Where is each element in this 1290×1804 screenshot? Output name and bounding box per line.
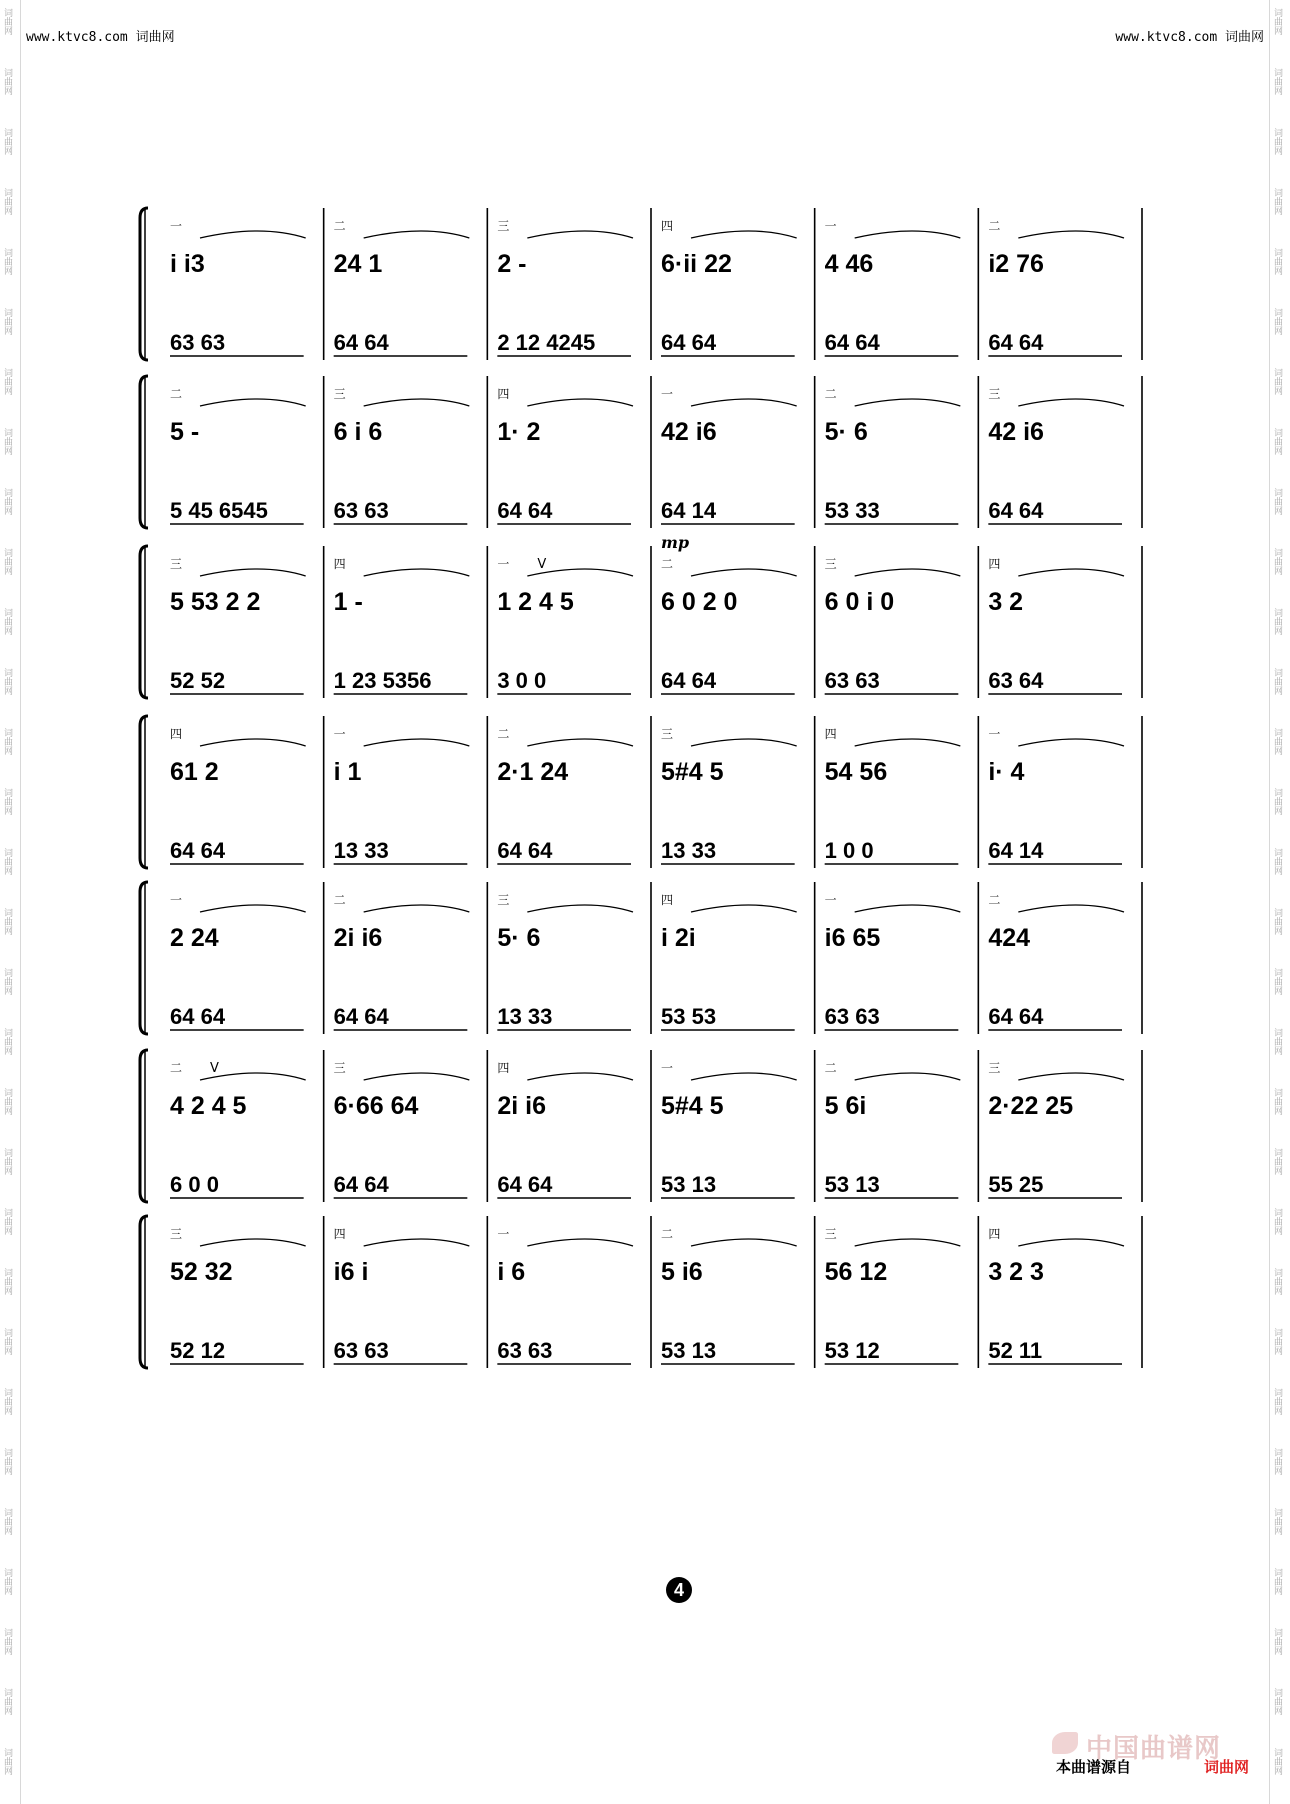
accompaniment-measure: 53 33	[824, 498, 880, 523]
fingering-mark: 三	[497, 219, 510, 233]
staff-system-svg	[142, 1042, 1148, 1212]
fingering-mark: 四	[661, 893, 674, 907]
melody-measure: 6 i 6	[333, 418, 383, 446]
system-brace	[140, 1216, 148, 1368]
side-watermark-text: 词曲网	[1273, 968, 1283, 995]
side-watermark-text: 词曲网	[3, 1208, 13, 1235]
melody-measure: 42 i6	[988, 418, 1044, 446]
up-bow-mark: V	[537, 557, 547, 572]
melody-measure: 6 0 2 0	[661, 588, 738, 616]
header-url-right: www.ktvc8.com 词曲网	[1115, 30, 1264, 45]
slur-arc	[527, 399, 633, 406]
accompaniment-measure: 64 64	[497, 838, 553, 863]
fingering-mark: 二	[170, 387, 183, 401]
slur-arc	[855, 399, 961, 406]
fingering-mark: 三	[824, 557, 837, 571]
staff-system-svg	[142, 1208, 1148, 1378]
fingering-mark: 一	[497, 1227, 510, 1241]
slur-arc	[855, 1073, 961, 1080]
left-watermark-strip	[0, 0, 21, 1804]
accompaniment-measure: 63 63	[333, 498, 389, 523]
accompaniment-measure: 1 23 5356	[333, 668, 432, 693]
fingering-mark: 二	[661, 557, 674, 571]
side-watermark-text: 词曲网	[1273, 1628, 1283, 1655]
brand-mark-icon	[1052, 1732, 1078, 1754]
staff-system	[142, 368, 1148, 538]
melody-measure: 5 i6	[661, 1258, 703, 1286]
slur-arc	[527, 1239, 633, 1246]
system-brace	[140, 1050, 148, 1202]
side-watermark-text: 词曲网	[1273, 1388, 1283, 1415]
melody-measure: 4 46	[824, 250, 874, 278]
accompaniment-measure: 64 64	[497, 1172, 553, 1197]
melody-measure: 4 2 4 5	[170, 1092, 247, 1120]
footer-source-label: 本曲谱源自	[1056, 1759, 1132, 1776]
slur-arc	[527, 231, 633, 238]
accompaniment-measure: 64 64	[988, 330, 1044, 355]
melody-measure: 5· 6	[824, 418, 868, 446]
fingering-mark: 一	[170, 219, 183, 233]
side-watermark-text: 词曲网	[1273, 488, 1283, 515]
accompaniment-measure: 64 64	[497, 498, 553, 523]
fingering-mark: 一	[497, 557, 510, 571]
melody-measure: 52 32	[170, 1258, 233, 1286]
melody-measure: i i3	[170, 250, 205, 278]
slur-arc	[1018, 231, 1124, 238]
accompaniment-measure: 63 63	[497, 1338, 553, 1363]
slur-arc	[855, 569, 961, 576]
accompaniment-measure: 64 64	[333, 330, 389, 355]
side-watermark-text: 词曲网	[1273, 1448, 1283, 1475]
accompaniment-measure: 52 52	[170, 668, 226, 693]
side-watermark-text: 词曲网	[1273, 188, 1283, 215]
side-watermark-text: 词曲网	[3, 488, 13, 515]
melody-measure: 5#4 5	[661, 1092, 724, 1120]
slur-arc	[1018, 399, 1124, 406]
slur-arc	[1018, 1073, 1124, 1080]
side-watermark-text: 词曲网	[3, 1748, 13, 1775]
side-watermark-text: 词曲网	[3, 1328, 13, 1355]
slur-arc	[527, 905, 633, 912]
side-watermark-text: 词曲网	[3, 908, 13, 935]
fingering-mark: 四	[824, 727, 837, 741]
accompaniment-measure: 63 63	[824, 1004, 880, 1029]
melody-measure: i6 65	[824, 924, 881, 952]
system-brace	[140, 882, 148, 1034]
staff-system-svg	[142, 533, 1148, 708]
side-watermark-text: 词曲网	[3, 428, 13, 455]
side-watermark-text: 词曲网	[1273, 728, 1283, 755]
melody-measure: 2 -	[497, 250, 527, 278]
melody-measure: 2i i6	[333, 924, 383, 952]
side-watermark-text: 词曲网	[1273, 608, 1283, 635]
slur-arc	[691, 569, 797, 576]
slur-arc	[200, 231, 306, 238]
melody-measure: 54 56	[824, 758, 888, 786]
staff-system	[142, 1042, 1148, 1212]
melody-measure: 2·1 24	[497, 758, 569, 786]
fingering-mark: 二	[988, 219, 1001, 233]
melody-measure: i 2i	[661, 924, 696, 952]
fingering-mark: 二	[824, 387, 837, 401]
accompaniment-measure: 64 14	[988, 838, 1044, 863]
melody-measure: 5· 6	[497, 924, 541, 952]
melody-measure: 1 -	[333, 588, 363, 616]
melody-measure: 1 2 4 5	[497, 588, 574, 616]
melody-measure: 2 24	[170, 924, 219, 952]
accompaniment-measure: 2 12 4245	[497, 330, 596, 355]
melody-measure: 24 1	[333, 250, 383, 278]
side-watermark-text: 词曲网	[1273, 1088, 1283, 1115]
slur-arc	[364, 1239, 470, 1246]
accompaniment-measure: 53 12	[824, 1338, 880, 1363]
right-watermark-strip	[1269, 0, 1290, 1804]
slur-arc	[691, 1239, 797, 1246]
melody-measure: i 6	[497, 1258, 526, 1286]
dynamic-mark: mp	[661, 533, 690, 552]
slur-arc	[200, 905, 306, 912]
melody-measure: 6·ii 22	[661, 250, 732, 278]
melody-measure: 2i i6	[497, 1092, 546, 1120]
side-watermark-text: 词曲网	[1273, 368, 1283, 395]
melody-measure: 5#4 5	[661, 758, 724, 786]
fingering-mark: 三	[988, 1061, 1001, 1075]
fingering-mark: 二	[661, 1227, 674, 1241]
accompaniment-measure: 63 63	[824, 668, 880, 693]
fingering-mark: 三	[988, 387, 1001, 401]
side-watermark-text: 词曲网	[1273, 1148, 1283, 1175]
page-number: 4	[666, 1577, 692, 1603]
header-url-left: www.ktvc8.com 词曲网	[26, 30, 175, 45]
fingering-mark: 三	[170, 1227, 183, 1241]
side-watermark-text: 词曲网	[3, 968, 13, 995]
melody-measure: 1· 2	[497, 418, 541, 446]
side-watermark-text: 词曲网	[1273, 1688, 1283, 1715]
fingering-mark: 四	[333, 557, 346, 571]
accompaniment-measure: 13 33	[661, 838, 717, 863]
brand-watermark: 中国曲谱网	[1086, 1734, 1222, 1763]
staff-system	[142, 1208, 1148, 1378]
fingering-mark: 四	[497, 1061, 510, 1075]
fingering-mark: 四	[988, 1227, 1001, 1241]
up-bow-mark: V	[210, 1061, 219, 1076]
side-watermark-text: 词曲网	[3, 1268, 13, 1295]
melody-measure: 2·22 25	[988, 1092, 1074, 1120]
slur-arc	[200, 399, 306, 406]
accompaniment-measure: 53 53	[661, 1004, 717, 1029]
accompaniment-measure: 53 13	[661, 1338, 717, 1363]
side-watermark-text: 词曲网	[3, 1028, 13, 1055]
fingering-mark: 一	[988, 727, 1001, 741]
melody-measure: 6·66 64	[333, 1092, 419, 1120]
fingering-mark: 一	[170, 893, 183, 907]
slur-arc	[200, 1239, 306, 1246]
accompaniment-measure: 52 11	[988, 1338, 1043, 1363]
fingering-mark: 三	[333, 1061, 346, 1075]
melody-measure: 424	[988, 924, 1031, 952]
fingering-mark: 一	[824, 219, 837, 233]
slur-arc	[364, 739, 470, 746]
staff-system-svg	[142, 708, 1148, 878]
fingering-mark: 二	[333, 893, 346, 907]
accompaniment-measure: 64 14	[661, 498, 717, 523]
melody-measure: 3 2	[988, 588, 1024, 616]
fingering-mark: 一	[333, 727, 346, 741]
accompaniment-measure: 55 25	[988, 1172, 1044, 1197]
fingering-mark: 四	[988, 557, 1001, 571]
fingering-mark: 二	[824, 1061, 837, 1075]
accompaniment-measure: 64 64	[333, 1004, 389, 1029]
accompaniment-measure: 64 64	[333, 1172, 389, 1197]
slur-arc	[691, 739, 797, 746]
footer-logo	[1052, 1728, 1260, 1763]
fingering-mark: 一	[824, 893, 837, 907]
slur-arc	[1018, 569, 1124, 576]
slur-arc	[691, 399, 797, 406]
accompaniment-measure: 64 64	[988, 1004, 1044, 1029]
side-watermark-text: 词曲网	[3, 608, 13, 635]
fingering-mark: 四	[333, 1227, 346, 1241]
accompaniment-measure: 53 13	[661, 1172, 717, 1197]
melody-measure: 5 -	[170, 418, 200, 446]
side-watermark-text: 词曲网	[1273, 428, 1283, 455]
staff-system	[142, 200, 1148, 370]
slur-arc	[691, 905, 797, 912]
melody-measure: 56 12	[824, 1258, 888, 1286]
side-watermark-text: 词曲网	[1273, 1028, 1283, 1055]
fingering-mark: 三	[497, 893, 510, 907]
accompaniment-measure: 13 33	[497, 1004, 553, 1029]
fingering-mark: 二	[497, 727, 510, 741]
slur-arc	[1018, 905, 1124, 912]
fingering-mark: 一	[661, 387, 674, 401]
side-watermark-text: 词曲网	[3, 1688, 13, 1715]
side-watermark-text: 词曲网	[3, 788, 13, 815]
slur-arc	[527, 1073, 633, 1080]
side-watermark-text: 词曲网	[1273, 308, 1283, 335]
accompaniment-measure: 64 64	[824, 330, 880, 355]
fingering-mark: 二	[170, 1061, 183, 1075]
side-watermark-text: 词曲网	[1273, 788, 1283, 815]
slur-arc	[200, 739, 306, 746]
side-watermark-text: 词曲网	[3, 8, 13, 35]
slur-arc	[691, 231, 797, 238]
fingering-mark: 四	[497, 387, 510, 401]
fingering-mark: 三	[170, 557, 183, 571]
side-watermark-text: 词曲网	[3, 1088, 13, 1115]
slur-arc	[527, 739, 633, 746]
side-watermark-text: 词曲网	[1273, 248, 1283, 275]
slur-arc	[364, 569, 470, 576]
melody-measure: 5 53 2 2	[170, 588, 261, 616]
melody-measure: 5 6i	[824, 1092, 867, 1120]
slur-arc	[364, 399, 470, 406]
staff-system	[142, 874, 1148, 1044]
side-watermark-text: 词曲网	[3, 368, 13, 395]
system-brace	[140, 546, 148, 698]
slur-arc	[1018, 739, 1124, 746]
fingering-mark: 三	[661, 727, 674, 741]
fingering-mark: 一	[661, 1061, 674, 1075]
side-watermark-text: 词曲网	[1273, 1748, 1283, 1775]
side-watermark-text: 词曲网	[1273, 1328, 1283, 1355]
side-watermark-text: 词曲网	[3, 548, 13, 575]
side-watermark-text: 词曲网	[3, 68, 13, 95]
system-brace	[140, 716, 148, 868]
melody-measure: i 1	[333, 758, 362, 786]
slur-arc	[364, 905, 470, 912]
side-watermark-text: 词曲网	[1273, 128, 1283, 155]
side-watermark-text: 词曲网	[1273, 68, 1283, 95]
slur-arc	[364, 1073, 470, 1080]
side-watermark-text: 词曲网	[3, 1628, 13, 1655]
fingering-mark: 三	[824, 1227, 837, 1241]
fingering-mark: 二	[333, 219, 346, 233]
side-watermark-text: 词曲网	[3, 248, 13, 275]
fingering-mark: 四	[170, 727, 183, 741]
slur-arc	[1018, 1239, 1124, 1246]
melody-measure: 6 0 i 0	[824, 588, 895, 616]
side-watermark-text: 词曲网	[1273, 1568, 1283, 1595]
side-watermark-text: 词曲网	[1273, 908, 1283, 935]
side-watermark-text: 词曲网	[3, 308, 13, 335]
side-watermark-text: 词曲网	[3, 1448, 13, 1475]
side-watermark-text: 词曲网	[1273, 848, 1283, 875]
staff-system	[142, 708, 1148, 878]
accompaniment-measure: 64 64	[170, 838, 226, 863]
accompaniment-measure: 63 64	[988, 668, 1044, 693]
accompaniment-measure: 64 64	[170, 1004, 226, 1029]
side-watermark-text: 词曲网	[3, 728, 13, 755]
accompaniment-measure: 64 64	[988, 498, 1044, 523]
accompaniment-measure: 63 63	[333, 1338, 389, 1363]
fingering-mark: 三	[333, 387, 346, 401]
slur-arc	[855, 905, 961, 912]
slur-arc	[691, 1073, 797, 1080]
slur-arc	[364, 231, 470, 238]
melody-measure: 61 2	[170, 758, 219, 786]
staff-system-svg	[142, 200, 1148, 370]
melody-measure: i6 i	[333, 1258, 369, 1286]
accompaniment-measure: 13 33	[333, 838, 389, 863]
side-watermark-text: 词曲网	[3, 668, 13, 695]
slur-arc	[855, 1239, 961, 1246]
slur-arc	[855, 231, 961, 238]
fingering-mark: 二	[988, 893, 1001, 907]
melody-measure: i2 76	[988, 250, 1044, 278]
accompaniment-measure: 1 0 0	[824, 838, 874, 863]
melody-measure: 42 i6	[661, 418, 717, 446]
melody-measure: i· 4	[988, 758, 1025, 786]
slur-arc	[855, 739, 961, 746]
system-brace	[140, 376, 148, 528]
side-watermark-text: 词曲网	[3, 188, 13, 215]
accompaniment-measure: 53 13	[824, 1172, 880, 1197]
side-watermark-text: 词曲网	[3, 128, 13, 155]
accompaniment-measure: 52 12	[170, 1338, 226, 1363]
slur-arc	[200, 569, 306, 576]
staff-system-svg	[142, 368, 1148, 538]
staff-system-svg	[142, 874, 1148, 1044]
accompaniment-measure: 5 45 6545	[170, 498, 268, 523]
melody-measure: 3 2 3	[988, 1258, 1044, 1286]
side-watermark-text: 词曲网	[1273, 1508, 1283, 1535]
system-brace	[140, 208, 148, 360]
accompaniment-measure: 63 63	[170, 330, 226, 355]
side-watermark-text: 词曲网	[1273, 548, 1283, 575]
side-watermark-text: 词曲网	[1273, 668, 1283, 695]
fingering-mark: 四	[661, 219, 674, 233]
side-watermark-text: 词曲网	[1273, 8, 1283, 35]
side-watermark-text: 词曲网	[3, 1148, 13, 1175]
accompaniment-measure: 3 0 0	[497, 668, 547, 693]
accompaniment-measure: 64 64	[661, 330, 717, 355]
side-watermark-text: 词曲网	[3, 848, 13, 875]
footer-site-link[interactable]: 词曲网	[1204, 1759, 1250, 1776]
accompaniment-measure: 6 0 0	[170, 1172, 219, 1197]
side-watermark-text: 词曲网	[3, 1568, 13, 1595]
side-watermark-text: 词曲网	[1273, 1208, 1283, 1235]
staff-system	[142, 533, 1148, 708]
side-watermark-text: 词曲网	[1273, 1268, 1283, 1295]
side-watermark-text: 词曲网	[3, 1508, 13, 1535]
side-watermark-text: 词曲网	[3, 1388, 13, 1415]
accompaniment-measure: 64 64	[661, 668, 717, 693]
